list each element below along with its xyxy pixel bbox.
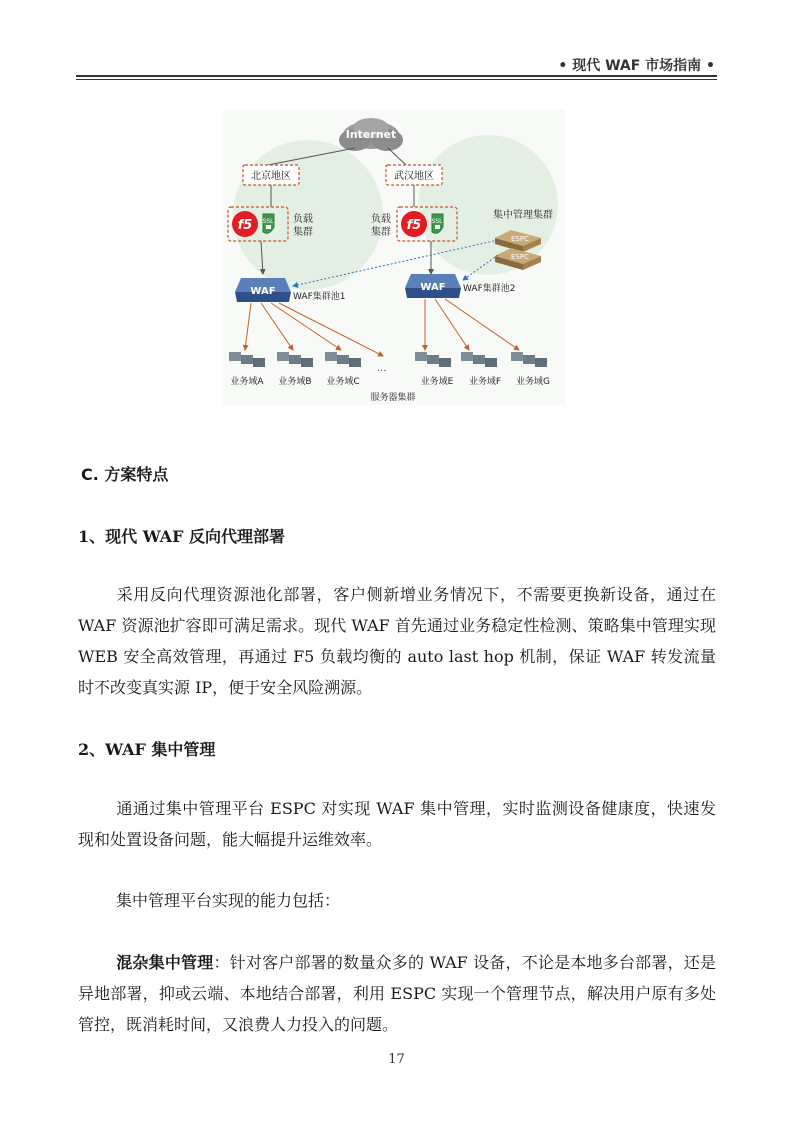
svg-text:WAF: WAF [420, 282, 446, 293]
waf-pool-2-label: WAF集群池2 [463, 284, 516, 294]
item-1-label: 混杂集中管理 [116, 953, 214, 972]
svg-text:ESPC: ESPC [511, 235, 529, 243]
internet-label: Internet [345, 128, 397, 141]
mgmt-cluster-label: 集中管理集群 [493, 210, 553, 221]
network-diagram [223, 110, 565, 405]
region-beijing-label: 北京地区 [251, 171, 291, 182]
domain-a-label: 业务域A [230, 377, 264, 387]
domain-e-label: 业务域E [420, 377, 454, 387]
domain-c-label: 业务域C [326, 377, 360, 387]
domain-b-label: 业务域B [278, 377, 312, 387]
svg-text:WAF: WAF [250, 286, 276, 297]
svg-text:SSL: SSL [262, 218, 274, 225]
domain-g-label: 业务域G [516, 377, 550, 387]
section-2-paragraph-1: 通通过集中管理平台 ESPC 对实现 WAF 集中管理，实时监测设备健康度，快速发现和处置设备问题，能大幅提升运维效率。 [78, 799, 716, 849]
svg-text:SSL: SSL [431, 218, 443, 225]
svg-text:ESPC: ESPC [511, 253, 529, 261]
page-header-title: • 现代 WAF 市场指南 • [558, 58, 715, 74]
section-c-heading: C. 方案特点 [81, 465, 169, 484]
svg-text:f5: f5 [406, 218, 422, 233]
page-number: 17 [388, 1052, 405, 1067]
header-rule-thick [76, 75, 717, 77]
svg-text:f5: f5 [237, 218, 253, 233]
lock-icon [266, 225, 271, 229]
section-1-paragraph: 采用反向代理资源池化部署，客户侧新增业务情况下，不需要更换新设备，通过在 WAF 资源池扩容即可满足需求。现代 WAF 首先通过业务稳定性检测、策略集中管理实现 WEB 安全高效管理，再通过 F5 负载均衡的 auto last hop 机制，保证 WAF 转发流量时不改变真实源 IP，便于安全风险溯源。 [78, 585, 716, 697]
lb-right-label-2: 集群 [371, 227, 391, 238]
section-2-item-1: 混杂集中管理：针对客户部署的数量众多的 WAF 设备，不论是本地多台部署，还是异地部署，抑或云端、本地结合部署，利用 ESPC 实现一个管理节点，解决用户原有多处管控，既消耗时间，又浪费人力投入的问题。 [78, 953, 716, 1034]
section-2-heading: 2、WAF 集中管理 [78, 740, 216, 759]
domain-f-label: 业务域F [468, 377, 502, 387]
waf-pool-1-label: WAF集群池1 [293, 292, 346, 302]
section-1-heading: 1、现代 WAF 反向代理部署 [78, 527, 285, 546]
region-wuhan-label: 武汉地区 [394, 171, 434, 182]
section-2-paragraph-2: 集中管理平台实现的能力包括： [116, 891, 341, 910]
lock-icon [435, 225, 440, 229]
server-cluster-label: 服务器集群 [370, 393, 416, 403]
lb-left-label-1: 负载 [293, 214, 313, 225]
lb-left-label-2: 集群 [293, 227, 313, 238]
more-domains-ellipsis: ... [377, 363, 387, 374]
header-rule-thin [76, 79, 717, 80]
lb-right-label-1: 负载 [371, 214, 391, 225]
